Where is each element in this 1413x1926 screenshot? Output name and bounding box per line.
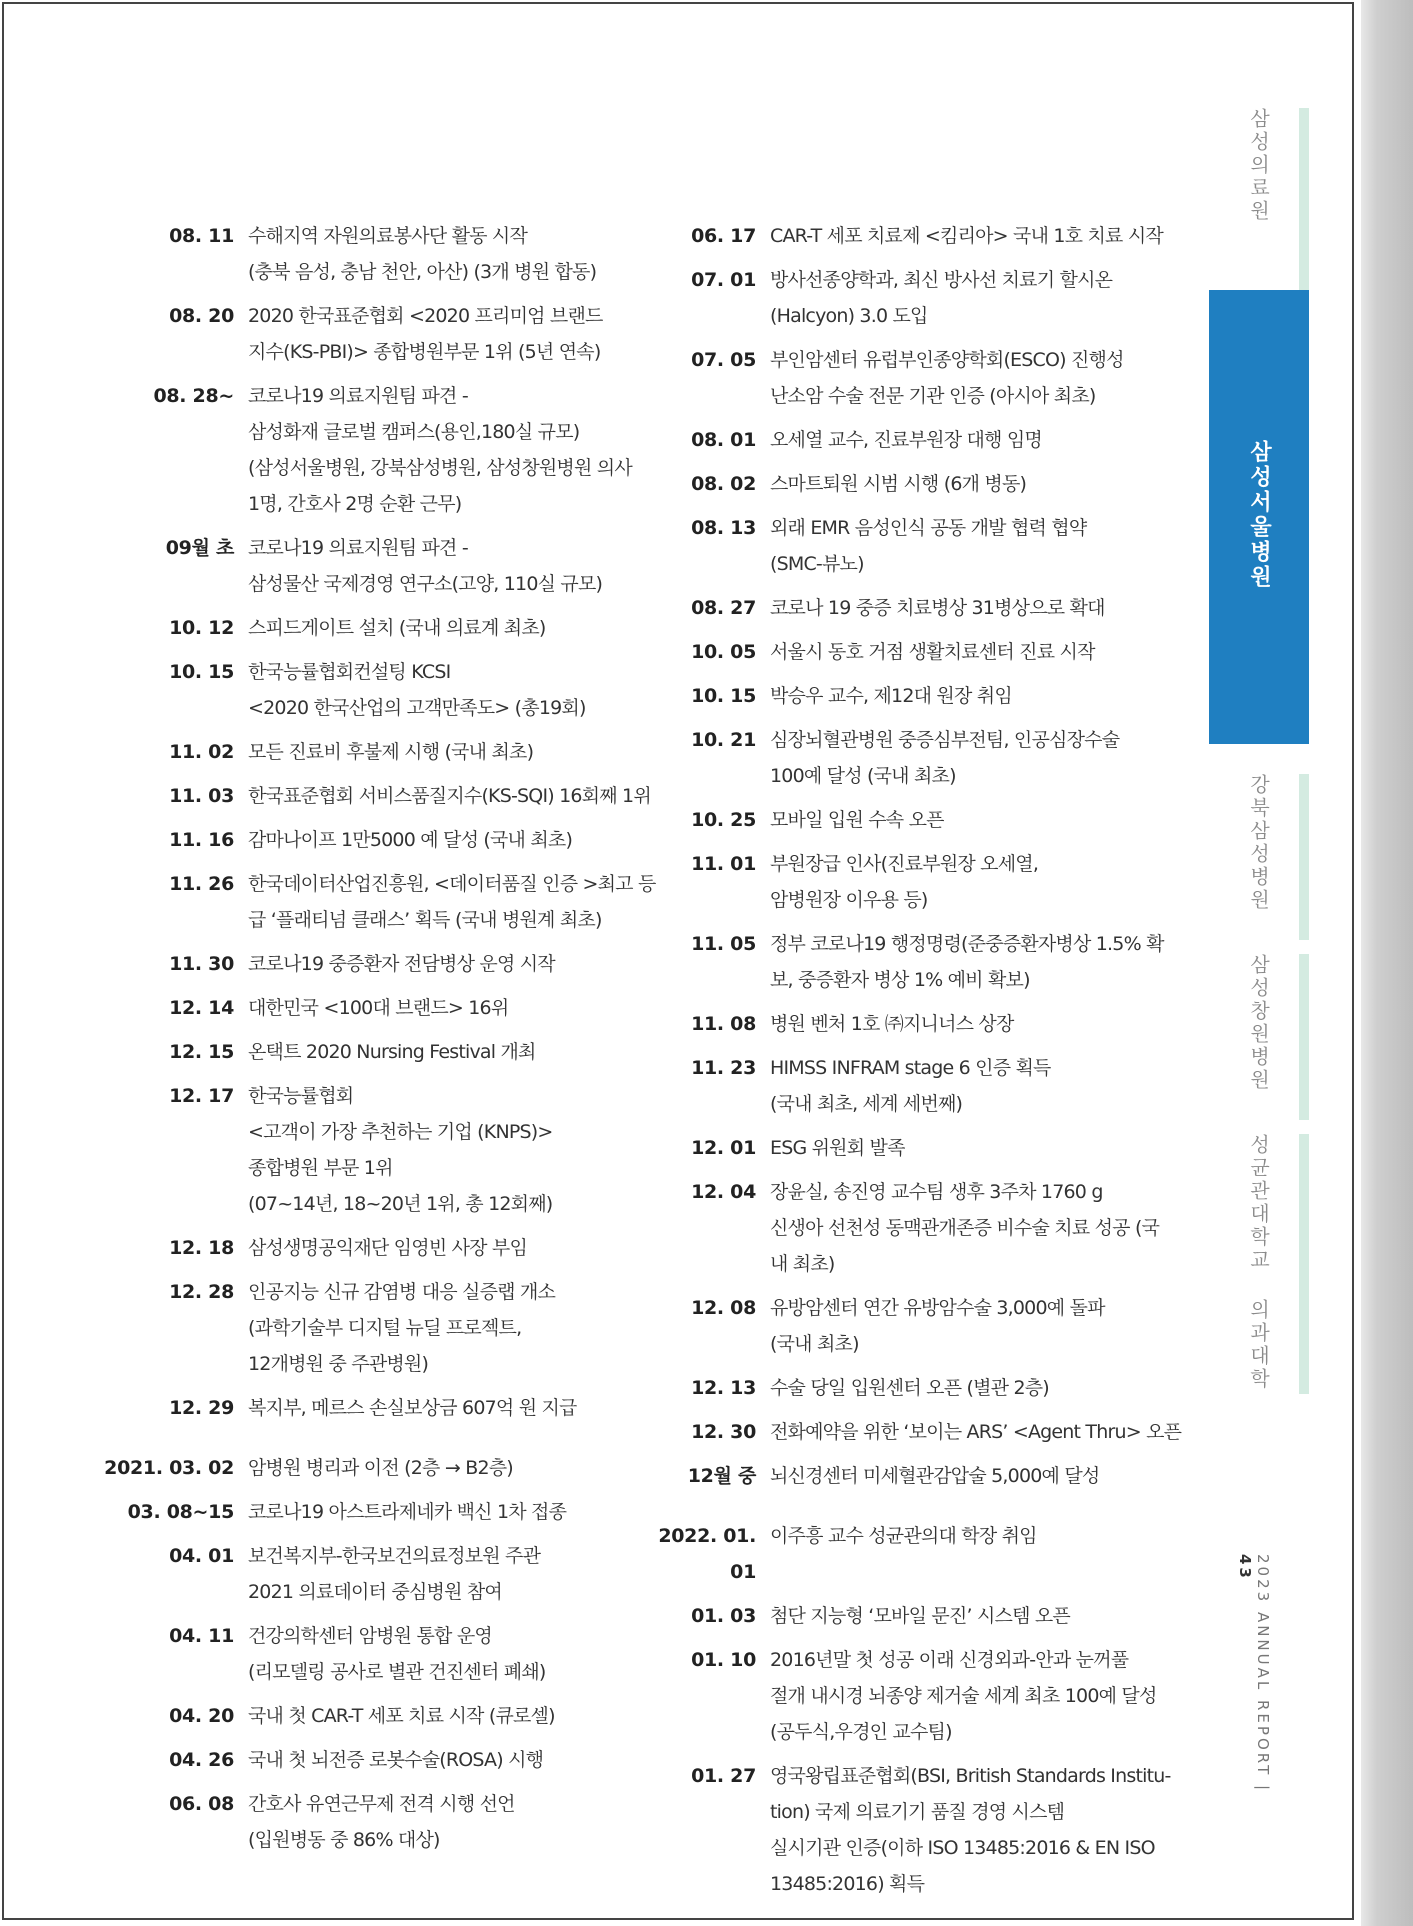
timeline-entry [84, 778, 651, 814]
timeline-entry [84, 1034, 644, 1070]
timeline-entry [84, 654, 644, 726]
timeline-entry [634, 1642, 1204, 1750]
timeline-entry [634, 1758, 1204, 1902]
entry-line: 한국데이터산업진흥원, <데이터품질 인증 >최고 등 [248, 873, 656, 895]
entry-line: 코로나19 아스트라제네카 백신 1차 접종 [248, 1501, 567, 1523]
entry-date: 11. 30 [169, 953, 234, 975]
entry-line: 보, 중증환자 병상 1% 예비 확보) [770, 969, 1030, 991]
timeline-entry [84, 866, 656, 938]
timeline-entry [634, 1518, 1204, 1590]
tab-label: 강북삼성병원 [1246, 774, 1271, 912]
entry-line: 수해지역 자원의료봉사단 활동 시작 [248, 225, 528, 247]
entry-text [248, 1034, 644, 1070]
tab-label: 삼성창원병원 [1246, 954, 1271, 1092]
entry-date: 12. 08 [691, 1297, 756, 1319]
entry-line: 장윤실, 송진영 교수팀 생후 3주차 1760 g [770, 1181, 1103, 1203]
entry-date: 04. 01 [169, 1545, 234, 1567]
entry-text [248, 1786, 644, 1858]
entry-line: ESG 위원회 발족 [770, 1137, 905, 1159]
entry-text [248, 298, 644, 370]
entry-line: 한국표준협회 서비스품질지수(KS-SQI) 16회째 1위 [248, 785, 651, 807]
timeline-entry [634, 342, 1204, 414]
report-label [1236, 1554, 1272, 1814]
entry-line: 첨단 지능형 ‘모바일 문진’ 시스템 오픈 [770, 1605, 1070, 1627]
tab-samsung-changwon-hospital[interactable] [1209, 954, 1309, 1120]
entry-date: 11. 03 [169, 785, 234, 807]
entry-line: 수술 당일 입원센터 오픈 (별관 2층) [770, 1377, 1049, 1399]
entry-date: 08. 01 [691, 429, 756, 451]
entry-line: 삼성생명공익재단 임영빈 사장 부임 [248, 1237, 528, 1259]
entry-date: 11. 16 [169, 829, 234, 851]
entry-text [248, 1078, 644, 1222]
entry-line: 국내 첫 뇌전증 로봇수술(ROSA) 시행 [248, 1749, 544, 1771]
timeline-entry [84, 1538, 644, 1610]
entry-line: (07~14년, 18~20년 1위, 총 12회째) [248, 1193, 553, 1215]
entry-date: 11. 08 [691, 1013, 756, 1035]
entry-text [248, 610, 644, 646]
timeline-entry [84, 1698, 644, 1734]
entry-line: 신생아 선천성 동맥관개존증 비수술 치료 성공 (국 [770, 1217, 1160, 1239]
entry-date: 01. 27 [691, 1765, 756, 1787]
entry-text [770, 1758, 1204, 1902]
entry-line: <2020 한국산업의 고객만족도> (총19회) [248, 697, 586, 719]
entry-date: 08. 28~ [153, 385, 234, 407]
timeline-entry [84, 530, 644, 602]
entry-line: (리모델링 공사로 별관 건진센터 폐쇄) [248, 1661, 546, 1683]
entry-date: 12. 18 [169, 1237, 234, 1259]
entry-text [248, 734, 644, 770]
entry-date: 11. 01 [691, 853, 756, 875]
timeline-entry [84, 378, 644, 522]
entry-date: 10. 05 [691, 641, 756, 663]
entry-line: 모든 진료비 후불제 시행 (국내 최초) [248, 741, 534, 763]
timeline-entry [634, 1006, 1204, 1042]
timeline-left-column [84, 218, 656, 1866]
entry-line: 인공지능 신규 감염병 대응 실증랩 개소 [248, 1281, 556, 1303]
entry-line: 외래 EMR 음성인식 공동 개발 협력 협약 [770, 517, 1087, 539]
entry-date: 01. 03 [691, 1605, 756, 1627]
entry-line: (Halcyon) 3.0 도입 [770, 305, 928, 327]
entry-date: 11. 23 [691, 1057, 756, 1079]
entry-line: 암병원장 이우용 등) [770, 889, 928, 911]
entry-text [770, 802, 1204, 838]
entry-date: 10. 21 [691, 729, 756, 751]
entry-line: 지수(KS-PBI)> 종합병원부문 1위 (5년 연속) [248, 341, 601, 363]
entry-text [770, 1642, 1204, 1750]
tab-label: 삼성서울병원 [1246, 440, 1272, 590]
entry-line: (충북 음성, 충남 천안, 아산) (3개 병원 합동) [248, 261, 597, 283]
tab-skku-school-of-medicine[interactable] [1209, 1134, 1309, 1394]
entry-date: 2022. 01. 01 [658, 1525, 756, 1583]
entry-line: 12개병원 중 주관병원) [248, 1353, 429, 1375]
entry-text [770, 1598, 1204, 1634]
tab-bar [1299, 774, 1309, 940]
year-gap [634, 1502, 1204, 1518]
entry-text [770, 466, 1204, 502]
entry-date: 04. 26 [169, 1749, 234, 1771]
entry-line: 코로나19 의료지원팀 파견 - [248, 537, 468, 559]
entry-text [770, 342, 1204, 414]
entry-line: 한국능률협회컨설팅 KCSI [248, 661, 451, 683]
entry-line: 부원장급 인사(진료부원장 오세열, [770, 853, 1039, 875]
entry-line: 삼성물산 국제경영 연구소(고양, 110실 규모) [248, 573, 603, 595]
entry-date: 04. 11 [169, 1625, 234, 1647]
entry-text [770, 634, 1204, 670]
timeline-entry [634, 634, 1204, 670]
entry-date: 01. 10 [691, 1649, 756, 1671]
entry-text [248, 990, 644, 1026]
entry-text [248, 1494, 644, 1530]
entry-text [770, 422, 1204, 458]
entry-line: 정부 코로나19 행정명령(준중증환자병상 1.5% 확 [770, 933, 1164, 955]
entry-line: 건강의학센터 암병원 통합 운영 [248, 1625, 492, 1647]
entry-text [770, 846, 1204, 918]
timeline-entry [84, 218, 644, 290]
entry-line: 감마나이프 1만5000 예 달성 (국내 최초) [248, 829, 573, 851]
timeline-entry [84, 1274, 644, 1382]
entry-line: (국내 최초, 세계 세번째) [770, 1093, 963, 1115]
entry-text [770, 1518, 1204, 1554]
timeline-entry [84, 822, 644, 858]
entry-line: 심장뇌혈관병원 중증심부전팀, 인공심장수술 [770, 729, 1120, 751]
entry-text [770, 926, 1204, 998]
timeline-entry [84, 1786, 644, 1858]
entry-line: 보건복지부-한국보건의료정보원 주관 [248, 1545, 541, 1567]
entry-text [248, 1274, 644, 1382]
entry-date: 12. 14 [169, 997, 234, 1019]
entry-line: 뇌신경센터 미세혈관감압술 5,000예 달성 [770, 1465, 1100, 1487]
entry-text [248, 946, 644, 982]
entry-text [770, 590, 1204, 626]
tab-bar [1299, 108, 1309, 298]
entry-date: 11. 02 [169, 741, 234, 763]
entry-date: 12. 29 [169, 1397, 234, 1419]
entry-line: 전화예약을 위한 ‘보이는 ARS’ <Agent Thru> 오픈 [770, 1421, 1182, 1443]
entry-text [248, 778, 651, 814]
entry-line: 암병원 병리과 이전 (2층 → B2층) [248, 1457, 513, 1479]
entry-text [770, 1290, 1204, 1362]
entry-line: 난소암 수술 전문 기관 인증 (아시아 최초) [770, 385, 1096, 407]
entry-line: HIMSS INFRAM stage 6 인증 획득 [770, 1057, 1051, 1079]
entry-line: 코로나19 의료지원팀 파견 - [248, 385, 468, 407]
entry-text [248, 1390, 644, 1426]
entry-text [248, 1450, 644, 1486]
entry-line: 코로나19 중증환자 전담병상 운영 시작 [248, 953, 555, 975]
entry-line: 내 최초) [770, 1253, 835, 1275]
entry-date: 08. 11 [169, 225, 234, 247]
entry-line: 삼성화재 글로벌 캠퍼스(용인,180실 규모) [248, 421, 580, 443]
entry-text [248, 218, 644, 290]
entry-line: 급 ‘플래티넘 클래스’ 획득 (국내 병원계 최초) [248, 909, 602, 931]
entry-text [770, 218, 1204, 254]
entry-date: 08. 27 [691, 597, 756, 619]
entry-line: (삼성서울병원, 강북삼성병원, 삼성창원병원 의사 [248, 457, 632, 479]
entry-text [770, 678, 1204, 714]
tab-samsung-seoul-hospital[interactable] [1209, 290, 1309, 744]
entry-date: 12. 28 [169, 1281, 234, 1303]
entry-date: 12. 17 [169, 1085, 234, 1107]
timeline-entry [634, 846, 1204, 918]
year-gap [84, 1434, 644, 1450]
entry-line: 오세열 교수, 진료부원장 대행 임명 [770, 429, 1042, 451]
timeline-entry [84, 610, 644, 646]
entry-line: 대한민국 <100대 브랜드> 16위 [248, 997, 509, 1019]
entry-date: 11. 26 [169, 873, 234, 895]
entry-date: 10. 25 [691, 809, 756, 831]
entry-date: 12. 13 [691, 1377, 756, 1399]
entry-line: (SMC-뷰노) [770, 553, 864, 575]
timeline-entry [84, 1450, 644, 1486]
entry-date: 12. 01 [691, 1137, 756, 1159]
entry-date: 07. 05 [691, 349, 756, 371]
book-page-edge [1361, 0, 1413, 1926]
entry-text [770, 1414, 1204, 1450]
timeline-entry [634, 218, 1204, 254]
tab-label: 성균관대학교 의과대학 [1246, 1134, 1271, 1391]
entry-line: 박승우 교수, 제12대 원장 취임 [770, 685, 1012, 707]
entry-line: 실시기관 인증(이하 ISO 13485:2016 & EN ISO [770, 1837, 1155, 1859]
entry-text [770, 1174, 1204, 1282]
entry-line: 스마트퇴원 시범 시행 (6개 병동) [770, 473, 1027, 495]
timeline-right-column [634, 218, 1204, 1910]
entry-line: 온택트 2020 Nursing Festival 개최 [248, 1041, 536, 1063]
entry-line: 스피드게이트 설치 (국내 의료계 최초) [248, 617, 546, 639]
timeline-entry [634, 1050, 1204, 1122]
entry-text [248, 1538, 644, 1610]
entry-date: 08. 02 [691, 473, 756, 495]
entry-line: (입원병동 중 86% 대상) [248, 1829, 440, 1851]
entry-date: 10. 15 [169, 661, 234, 683]
entry-date: 04. 20 [169, 1705, 234, 1727]
tab-samsung-medical-center[interactable] [1209, 108, 1309, 298]
timeline-entry [84, 734, 644, 770]
entry-line: 절개 내시경 뇌종양 제거술 세계 최초 100예 달성 [770, 1685, 1157, 1707]
entry-date: 2021. 03. 02 [104, 1457, 234, 1479]
entry-line: 1명, 간호사 2명 순환 근무) [248, 493, 462, 515]
timeline-entry [84, 946, 644, 982]
entry-date: 06. 17 [691, 225, 756, 247]
timeline-entry [634, 262, 1204, 334]
entry-line: <고객이 가장 추천하는 기업 (KNPS)> [248, 1121, 553, 1143]
timeline-entry [84, 1230, 644, 1266]
entry-line: 간호사 유연근무제 전격 시행 선언 [248, 1793, 515, 1815]
entry-text [770, 1006, 1204, 1042]
timeline-entry [634, 1458, 1204, 1494]
entry-text [248, 378, 644, 522]
entry-line: 13485:2016) 획득 [770, 1873, 925, 1895]
entry-line: 병원 벤처 1호 ㈜지니너스 상장 [770, 1013, 1014, 1035]
entry-text [770, 1050, 1204, 1122]
entry-line: 2021 의료데이터 중심병원 참여 [248, 1581, 502, 1603]
timeline-entry [634, 422, 1204, 458]
entry-text [770, 1130, 1204, 1166]
entry-date: 10. 15 [691, 685, 756, 707]
entry-date: 03. 08~15 [127, 1501, 234, 1523]
entry-line: CAR-T 세포 치료제 <킴리아> 국내 1호 치료 시작 [770, 225, 1163, 247]
entry-text [770, 262, 1204, 334]
tab-bar [1299, 954, 1309, 1120]
entry-text [248, 866, 656, 938]
entry-text [248, 654, 644, 726]
timeline-entry [634, 722, 1204, 794]
timeline-entry [634, 466, 1204, 502]
timeline-entry [634, 926, 1204, 998]
tab-kangbuk-samsung-hospital[interactable] [1209, 774, 1309, 940]
entry-line: (국내 최초) [770, 1333, 859, 1355]
entry-date: 12월 중 [687, 1465, 756, 1487]
entry-line: (공두식,우경인 교수팀) [770, 1721, 952, 1743]
timeline-entry [84, 1078, 644, 1222]
timeline-entry [634, 678, 1204, 714]
entry-date: 06. 08 [169, 1793, 234, 1815]
timeline-entry [634, 802, 1204, 838]
entry-line: 복지부, 메르스 손실보상금 607억 원 지급 [248, 1397, 577, 1419]
timeline-entry [84, 990, 644, 1026]
timeline-entry [634, 1414, 1204, 1450]
entry-date: 08. 20 [169, 305, 234, 327]
entry-date: 12. 04 [691, 1181, 756, 1203]
entry-text [770, 1458, 1204, 1494]
timeline-entry [634, 1598, 1204, 1634]
entry-line: 유방암센터 연간 유방암수술 3,000예 돌파 [770, 1297, 1105, 1319]
entry-line: 서울시 동호 거점 생활치료센터 진료 시작 [770, 641, 1095, 663]
entry-line: (과학기술부 디지털 뉴딜 프로젝트, [248, 1317, 522, 1339]
entry-line: 한국능률협회 [248, 1085, 354, 1107]
entry-line: 종합병원 부문 1위 [248, 1157, 393, 1179]
entry-date: 12. 30 [691, 1421, 756, 1443]
report-title: 2023 ANNUAL REPORT | [1254, 1554, 1272, 1794]
entry-text [248, 1618, 644, 1690]
timeline-entry [84, 298, 644, 370]
entry-line: 2020 한국표준협회 <2020 프리미엄 브랜드 [248, 305, 603, 327]
timeline-entry [84, 1494, 644, 1530]
timeline-entry [84, 1390, 644, 1426]
entry-date: 11. 05 [691, 933, 756, 955]
timeline-entry [634, 1130, 1204, 1166]
entry-date: 09월 초 [165, 537, 234, 559]
entry-date: 08. 13 [691, 517, 756, 539]
annual-report-footer [1234, 1554, 1274, 1814]
entry-text [248, 1742, 644, 1778]
entry-text [248, 530, 644, 602]
entry-text [770, 510, 1204, 582]
entry-line: 영국왕립표준협회(BSI, British Standards Institu- [770, 1765, 1171, 1787]
entry-line: tion) 국제 의료기기 품질 경영 시스템 [770, 1801, 1065, 1823]
document-page [2, 2, 1354, 1920]
entry-line: 100예 달성 (국내 최초) [770, 765, 956, 787]
entry-date: 07. 01 [691, 269, 756, 291]
timeline-entry [634, 1174, 1204, 1282]
entry-text [248, 822, 644, 858]
entry-text [248, 1698, 644, 1734]
entry-date: 10. 12 [169, 617, 234, 639]
tab-label: 삼성의료원 [1246, 108, 1271, 223]
entry-line: 이주흥 교수 성균관의대 학장 취임 [770, 1525, 1037, 1547]
entry-text [248, 1230, 644, 1266]
entry-line: 부인암센터 유럽부인종양학회(ESCO) 진행성 [770, 349, 1124, 371]
page-number: 43 [1236, 1554, 1254, 1581]
entry-line: 국내 첫 CAR-T 세포 치료 시작 (큐로셀) [248, 1705, 555, 1727]
timeline-entry [634, 1370, 1204, 1406]
entry-text [770, 722, 1204, 794]
entry-line: 모바일 입원 수속 오픈 [770, 809, 944, 831]
timeline-entry [634, 510, 1204, 582]
tab-bar [1299, 1134, 1309, 1394]
entry-line: 코로나 19 중증 치료병상 31병상으로 확대 [770, 597, 1105, 619]
entry-line: 2016년말 첫 성공 이래 신경외과-안과 눈꺼풀 [770, 1649, 1129, 1671]
entry-line: 방사선종양학과, 최신 방사선 치료기 할시온 [770, 269, 1113, 291]
timeline-entry [634, 1290, 1204, 1362]
entry-text [770, 1370, 1204, 1406]
timeline-entry [634, 590, 1204, 626]
timeline-entry [84, 1618, 644, 1690]
entry-date: 12. 15 [169, 1041, 234, 1063]
timeline-entry [84, 1742, 644, 1778]
